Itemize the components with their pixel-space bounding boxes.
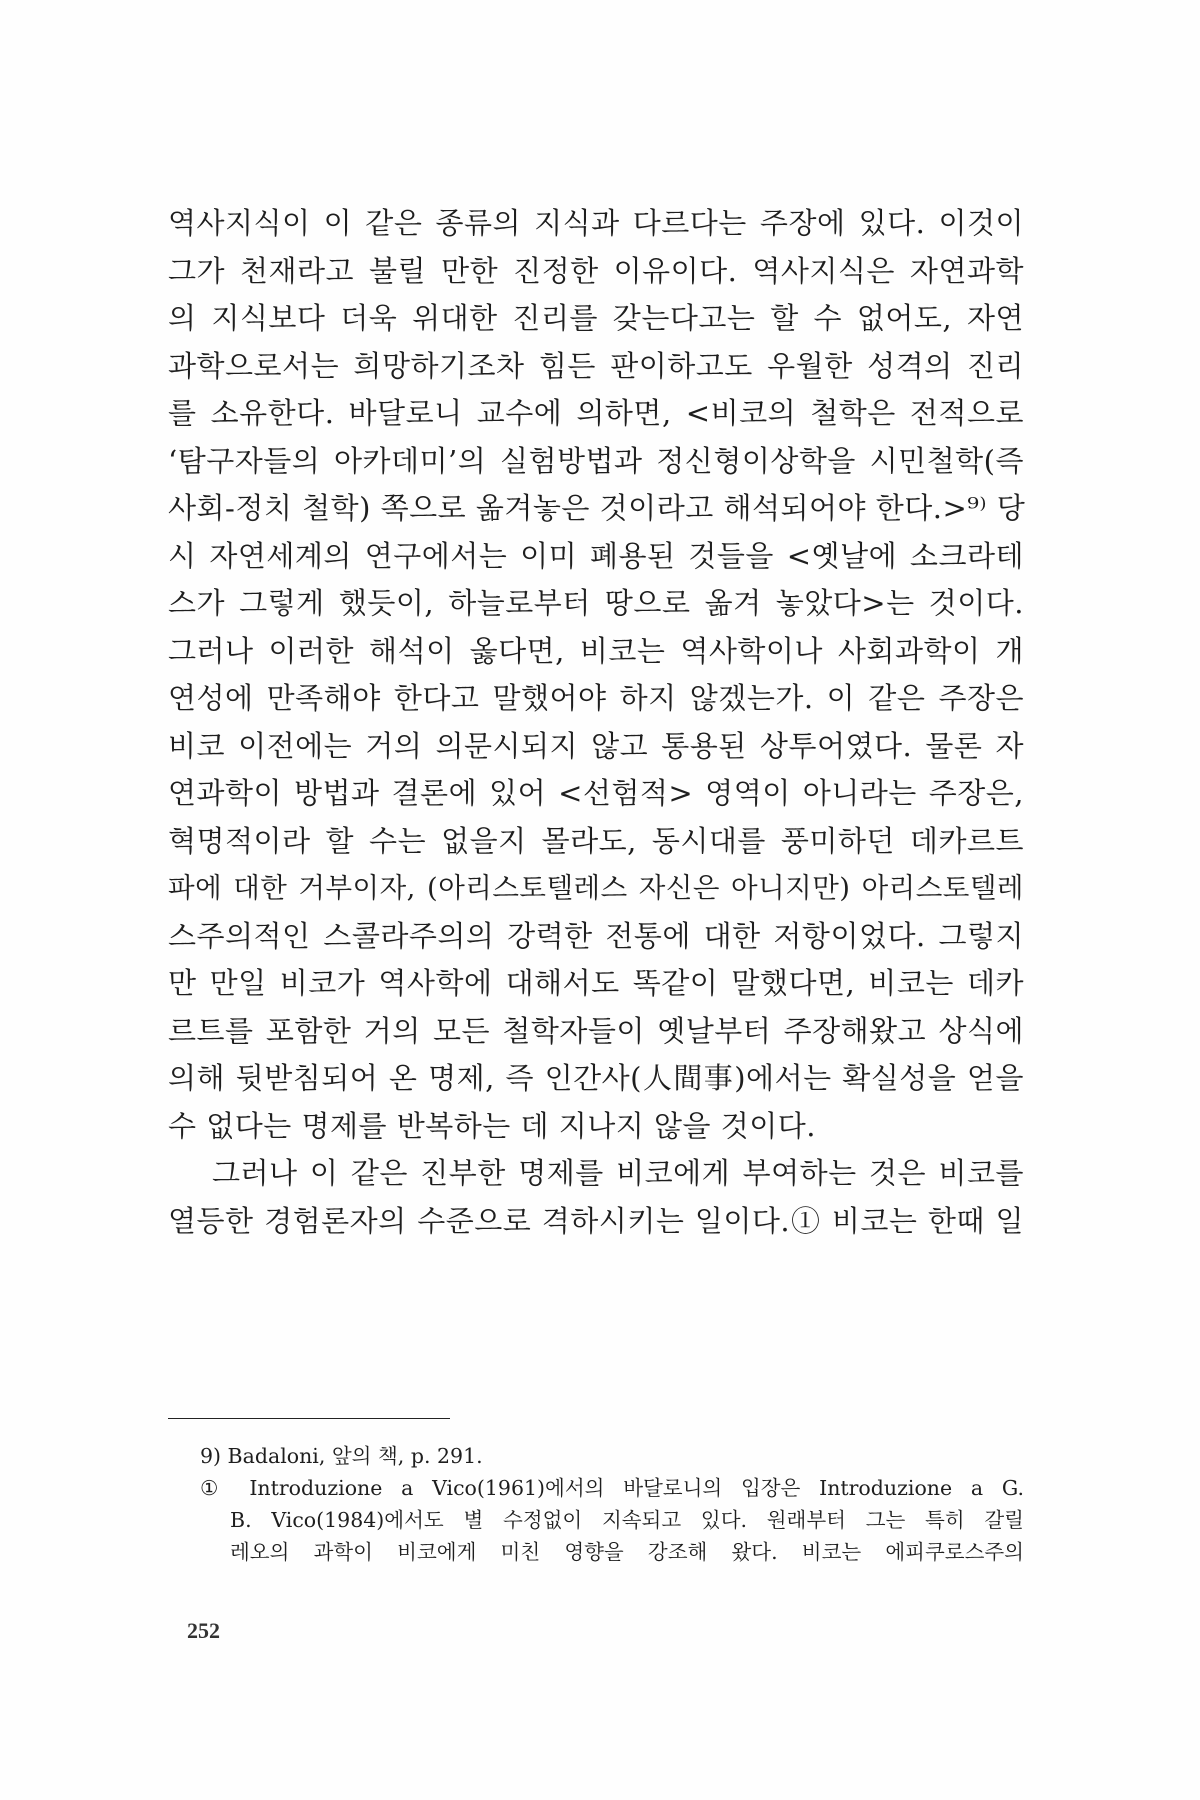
body-line: 연성에 만족해야 한다고 말했어야 하지 않겠는가. 이 같은 주장은 [168,681,1024,715]
page-number: 252 [187,1618,220,1643]
footnote-1-line: ① Introduzione a Vico(1961)에서의 바달로니의 입장은 Introduzione a G. [200,1476,1024,1500]
body-line: 열등한 경험론자의 수준으로 격하시키는 일이다.① 비코는 한때 일 [168,1203,1024,1238]
body-line: 만 만일 비코가 역사학에 대해서도 똑같이 말했다면, 비코는 데카 [168,966,1024,1000]
body-line: 사회-정치 철학) 쪽으로 옮겨놓은 것이라고 해석되어야 한다.>⁹⁾ 당 [168,491,1026,525]
footnotes [200,1440,1024,1568]
body-line: 그러나 이 같은 진부한 명제를 비코에게 부여하는 것은 비코를 [212,1156,1024,1190]
footnote-1-line: 레오의 과학이 비코에게 미친 영향을 강조해 왔다. 비코는 에피쿠로스주의 [230,1540,1024,1564]
body-line: ‘탐구자들의 아카데미’의 실험방법과 정신형이상학을 시민철학(즉 [168,443,1024,478]
body-text [168,200,1024,1245]
body-line: 혁명적이라 할 수는 없을지 몰라도, 동시대를 풍미하던 데카르트 [168,823,1024,858]
footnote-1-line: B. Vico(1984)에서도 별 수정없이 지속되고 있다. 원래부터 그는 특히 갈릴 [230,1508,1024,1532]
body-line: 스가 그렇게 했듯이, 하늘로부터 땅으로 옮겨 놓았다>는 것이다. [168,586,1024,620]
body-line: 역사지식이 이 같은 종류의 지식과 다르다는 주장에 있다. 이것이 [168,206,1024,240]
body-line: 연과학이 방법과 결론에 있어 <선험적> 영역이 아니라는 주장은, [168,776,1024,810]
body-line: 파에 대한 거부이자, (아리스토텔레스 자신은 아니지만) 아리스토텔레 [168,872,1024,904]
body-line: 그가 천재라고 불릴 만한 진정한 이유이다. 역사지식은 자연과학 [168,253,1024,288]
body-line: 비코 이전에는 거의 의문시되지 않고 통용된 상투어였다. 물론 자 [168,728,1024,763]
body-line: 과학으로서는 희망하기조차 힘든 판이하고도 우월한 성격의 진리 [168,348,1024,383]
body-line: 스주의적인 스콜라주의의 강력한 전통에 대한 저항이었다. 그렇지 [168,918,1024,953]
footnote-divider [168,1418,450,1419]
body-line: 의해 뒷받침되어 온 명제, 즉 인간사(人間事)에서는 확실성을 얻을 [168,1061,1024,1095]
body-line: 시 자연세계의 연구에서는 이미 폐용된 것들을 <옛날에 소크라테 [168,538,1024,573]
body-line: 수 없다는 명제를 반복하는 데 지나지 않을 것이다. [168,1108,817,1143]
footnote-9: 9) Badaloni, 앞의 책, p. 291. [200,1444,483,1468]
body-line: 르트를 포함한 거의 모든 철학자들이 옛날부터 주장해왔고 상식에 [168,1013,1024,1048]
body-line: 의 지식보다 더욱 위대한 진리를 갖는다고는 할 수 없어도, 자연 [168,301,1024,335]
body-line: 를 소유한다. 바달로니 교수에 의하면, <비코의 철학은 전적으로 [168,396,1024,430]
body-line: 그러나 이러한 해석이 옳다면, 비코는 역사학이나 사회과학이 개 [168,633,1024,668]
